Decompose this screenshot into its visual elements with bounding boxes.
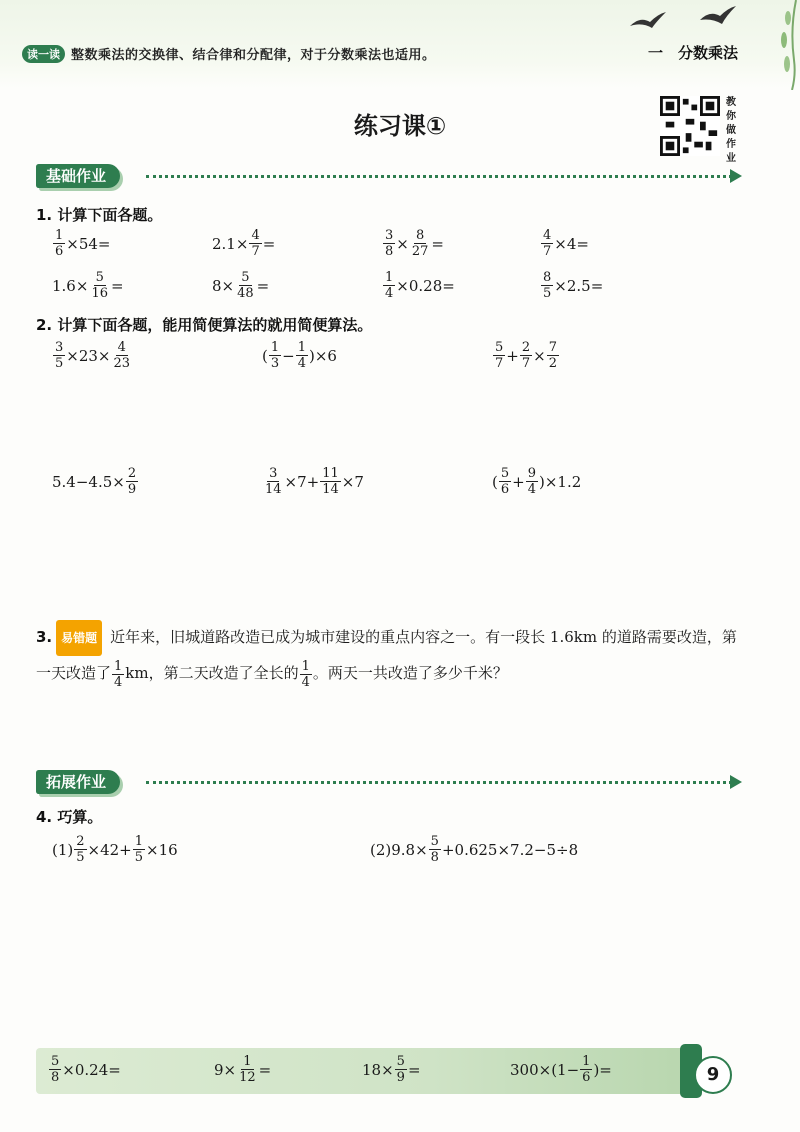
q2-expr-a: $\frac{3}{5}$ ×23× $\frac{4}{23}$ <box>55 340 131 371</box>
section-basic-label: 基础作业 <box>36 164 120 188</box>
section-extended-label: 拓展作业 <box>36 770 120 794</box>
q2-expr-d: 5.4−4.5× $\frac{2}{9}$ <box>52 466 137 497</box>
q4-expr-a: (1) $\frac{2}{5}$ ×42+ $\frac{1}{5}$ ×16 <box>52 834 178 865</box>
q2-expr-b: ( $\frac{1}{3}$ − $\frac{1}{4}$ )×6 <box>262 340 337 371</box>
q2-heading: 2. 计算下面各题，能用简便算法的就用简便算法。 <box>36 316 373 334</box>
q2-expr-f: ( $\frac{5}{6}$ + $\frac{9}{4}$ )×1.2 <box>492 466 582 497</box>
error-prone-badge: 易错题 <box>56 620 102 656</box>
arrow-icon <box>730 775 742 789</box>
q1-expr: 8× $\frac{5}{48}$ = <box>212 270 270 301</box>
fraction: $\frac{1}{4}$ <box>114 658 123 690</box>
footer-expr-2: 9× $\frac{1}{12}$ = <box>214 1054 272 1085</box>
q3-number: 3. <box>36 628 53 646</box>
q4-heading: 4. 巧算。 <box>36 808 103 826</box>
q1-expr: $\frac{4}{7}$ ×4= <box>543 228 589 259</box>
fraction: $\frac{4}{7}$ <box>251 228 260 259</box>
q3-text-b: km，第二天改造了全长的 <box>125 664 299 682</box>
q2-expr-c: $\frac{5}{7}$ + $\frac{2}{7}$ × $\frac{7}{2}$ <box>495 340 557 371</box>
page-title: 练习课① <box>353 112 447 140</box>
tip-text: 整数乘法的交换律、结合律和分配律，对于分数乘法也适用。 <box>71 48 436 63</box>
section-basic-banner <box>36 164 742 188</box>
footer-expr-4: 300×(1− $\frac{1}{6}$ )= <box>510 1054 612 1085</box>
q1-heading: 1. 计算下面各题。 <box>36 206 163 224</box>
fraction: $\frac{1}{4}$ <box>301 658 310 690</box>
fraction: $\frac{5}{16}$ <box>91 270 108 301</box>
q1-expr: $\frac{1}{4}$ ×0.28= <box>385 270 455 301</box>
footer-expr-3: 18× $\frac{5}{9}$ = <box>362 1054 421 1085</box>
section-extended-banner <box>36 770 742 794</box>
qr-caption: 教 你 做 作 业 <box>726 97 736 164</box>
fraction: $\frac{1}{6}$ <box>55 228 64 259</box>
fraction: $\frac{4}{7}$ <box>543 228 552 259</box>
fraction: $\frac{1}{4}$ <box>385 270 394 301</box>
q1-expr: 1.6× $\frac{5}{16}$ = <box>52 270 124 301</box>
fraction: $\frac{8}{5}$ <box>543 270 552 301</box>
q3-text-a: 近年来，旧城道路改造已成为城市建设的重点内容之一。有一段长 1.6km 的道路需要改造，第一天改造了 <box>36 628 737 682</box>
tip-badge: 读一读 <box>22 45 65 63</box>
footer-expr-1: $\frac{5}{8}$ ×0.24= <box>51 1054 121 1085</box>
q3-word-problem <box>36 620 748 690</box>
qr-code-icon[interactable] <box>660 96 720 156</box>
reading-tip <box>22 44 436 63</box>
q1-expr: $\frac{8}{5}$ ×2.5= <box>543 270 604 301</box>
unit-title: 一 分数乘法 <box>647 44 738 62</box>
fraction: $\frac{8}{27}$ <box>411 228 429 259</box>
fraction: $\frac{3}{8}$ <box>385 228 394 259</box>
q1-expr: 2.1× $\frac{4}{7}$ = <box>212 228 276 259</box>
q2-expr-e: $\frac{3}{14}$ ×7+ $\frac{11}{14}$ ×7 <box>265 466 364 497</box>
fraction: $\frac{5}{48}$ <box>237 270 254 301</box>
page-number: 9 <box>694 1056 732 1094</box>
q1-expr: $\frac{3}{8}$ × $\frac{8}{27}$ = <box>385 228 444 259</box>
swallows-icon <box>620 6 740 40</box>
q4-expr-b: (2)9.8× $\frac{5}{8}$ +0.625×7.2−5÷8 <box>370 834 579 865</box>
q3-text-c: 。两天一共改造了多少千米？ <box>312 664 508 682</box>
willow-leaves-icon <box>766 0 800 90</box>
arrow-icon <box>730 169 742 183</box>
q1-expr: $\frac{1}{6}$ ×54= <box>55 228 111 259</box>
